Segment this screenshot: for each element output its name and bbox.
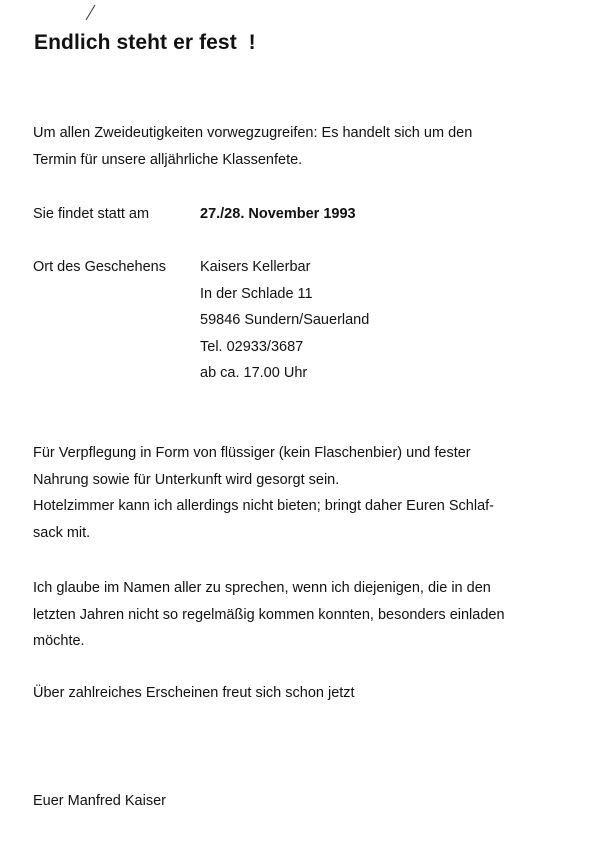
location-street: In der Schlade 11 (200, 285, 313, 302)
catering-line: Für Verpflegung in Form von flüssiger (kein Flaschenbier) und fester (33, 445, 471, 461)
location-time: ab ca. 17.00 Uhr (200, 365, 308, 381)
invitation-line: Ich glaube im Namen aller zu sprechen, wenn ich diejenigen, die in den (33, 580, 491, 596)
closing-sentence: Über zahlreiches Erscheinen freut sich schon jetzt (33, 685, 355, 701)
pen-stroke-mark (83, 4, 97, 22)
invitation-line: letzten Jahren nicht so regelmäßig kommen konnten, besonders einladen (33, 606, 505, 623)
intro-line: Termin für unsere alljährliche Klassenfete. (33, 151, 303, 168)
catering-line: Hotelzimmer kann ich allerdings nicht bieten; bringt daher Euren Schlaf- (33, 498, 495, 514)
catering-line: sack mit. (33, 524, 91, 541)
location-phone: Tel. 02933/3687 (200, 338, 304, 355)
page-title: Endlich steht er fest ! (34, 31, 256, 54)
invitation-line: möchte. (33, 633, 85, 649)
date-label: Sie findet statt am (33, 206, 150, 222)
invitation-paragraph (33, 575, 505, 655)
location-label: Ort des Geschehens (33, 259, 166, 275)
catering-paragraph (33, 440, 494, 546)
date-value: 27./28. November 1993 (200, 206, 356, 222)
catering-line: Nahrung sowie für Unterkunft wird gesorgt sein. (33, 471, 340, 488)
signature: Euer Manfred Kaiser (33, 793, 166, 809)
location-venue: Kaisers Kellerbar (200, 259, 311, 275)
intro-line: Um allen Zweideutigkeiten vorwegzugreifen: Es handelt sich um den (33, 125, 473, 141)
location-city: 59846 Sundern/Sauerland (200, 312, 370, 328)
intro-paragraph (33, 120, 472, 173)
location-address (200, 254, 369, 387)
